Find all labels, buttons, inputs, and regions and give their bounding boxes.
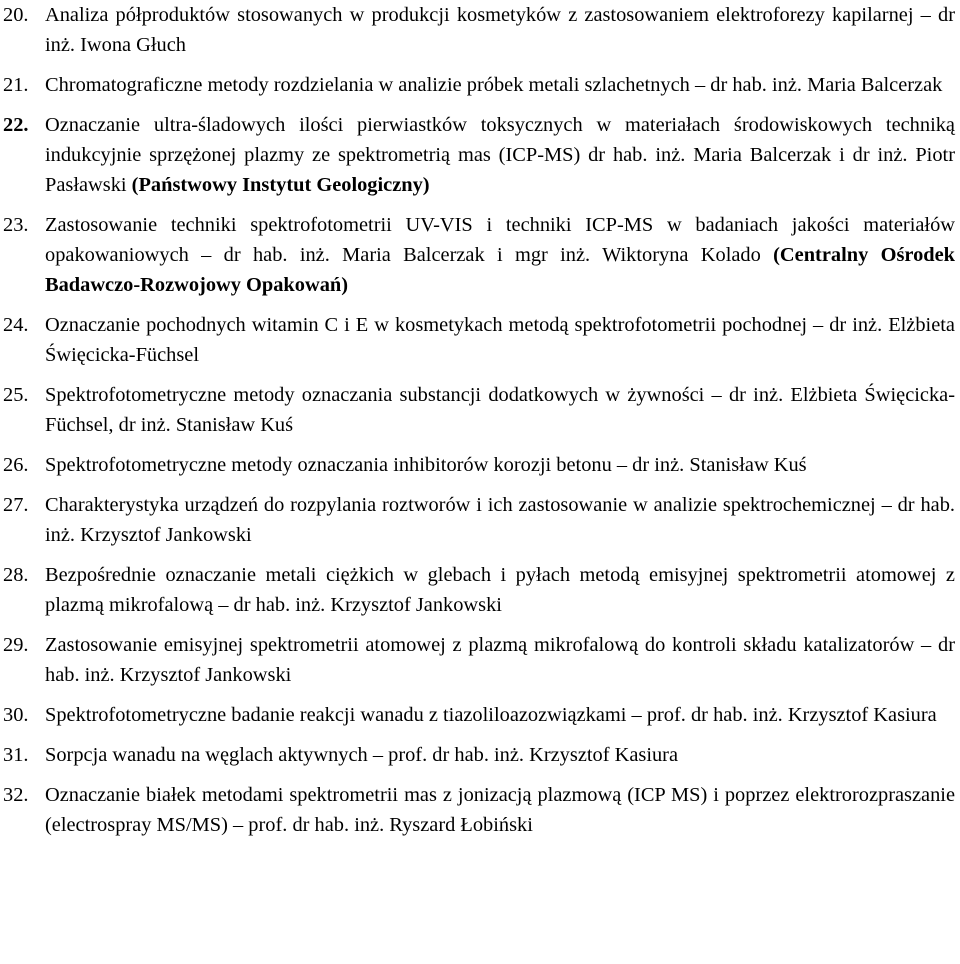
item-text: Analiza półproduktów stosowanych w produkcji kosmetyków z zastosowaniem elektroforezy kapilarnej – dr inż. Iwona Głuch [45, 4, 955, 56]
item-number: 31. [3, 744, 29, 766]
item-number: 22. [3, 114, 29, 136]
item-text: Charakterystyka urządzeń do rozpylania roztworów i ich zastosowanie w analizie spektrochemicznej – dr hab. inż. Krzysztof Jankowski [45, 494, 955, 546]
item-text: Zastosowanie techniki spektrofotometrii UV-VIS i techniki ICP-MS w badaniach jakości materiałów opakowaniowych – dr hab. inż. Maria Balcerzak i mgr inż. Wiktoryna Kolado [45, 214, 955, 266]
item-text: Chromatograficzne metody rozdzielania w analizie próbek metali szlachetnych – dr hab. inż. Maria Balcerzak [45, 74, 943, 96]
item-number: 29. [3, 634, 29, 656]
item-number: 21. [3, 74, 29, 96]
item-number: 32. [3, 784, 29, 806]
item-number: 30. [3, 704, 29, 726]
item-number: 24. [3, 314, 29, 336]
item-number: 27. [3, 494, 29, 516]
list-item [0, 70, 955, 100]
item-number: 28. [3, 564, 29, 586]
item-text: Sorpcja wanadu na węglach aktywnych – prof. dr hab. inż. Krzysztof Kasiura [45, 744, 679, 766]
list-item [0, 700, 955, 730]
item-number: 20. [3, 4, 29, 26]
list-item [0, 780, 955, 840]
list-item [0, 380, 955, 440]
item-text: Spektrofotometryczne metody oznaczania substancji dodatkowych w żywności – dr inż. Elżbieta Święcicka-Füchsel, dr inż. Stanisław Kuś [45, 384, 955, 436]
list-item [0, 740, 955, 770]
item-text: Zastosowanie emisyjnej spektrometrii atomowej z plazmą mikrofalową do kontroli składu katalizatorów – dr hab. inż. Krzysztof Jankowski [45, 634, 955, 686]
list-item [0, 630, 955, 690]
list-item [0, 450, 955, 480]
item-number: 25. [3, 384, 29, 406]
item-text: Bezpośrednie oznaczanie metali ciężkich w glebach i pyłach metodą emisyjnej spektrometrii atomowej z plazmą mikrofalową – dr hab. inż. Krzysztof Jankowski [45, 564, 955, 616]
list-item [0, 210, 955, 300]
item-text: Oznaczanie ultra-śladowych ilości pierwiastków toksycznych w materiałach środowiskowych techniką indukcyjnie sprzężonej plazmy ze spektrometrią mas (ICP-MS) dr hab. inż. Maria Balcerzak i dr inż. Piotr Pasławski [45, 114, 955, 196]
list-item [0, 110, 955, 200]
item-text: Spektrofotometryczne badanie reakcji wanadu z tiazoliloazozwiązkami – prof. dr hab. inż. Krzysztof Kasiura [45, 704, 937, 726]
item-number: 23. [3, 214, 29, 236]
item-number: 26. [3, 454, 29, 476]
list-item [0, 310, 955, 370]
list-item [0, 490, 955, 550]
list-item [0, 0, 955, 60]
item-text: Oznaczanie białek metodami spektrometrii mas z jonizacją plazmową (ICP MS) i poprzez elektrorozpraszanie (electrospray MS/MS) – prof. dr hab. inż. Ryszard Łobiński [45, 784, 955, 836]
item-affiliation: (Państwowy Instytut Geologiczny) [131, 174, 430, 196]
list-item [0, 560, 955, 620]
item-text: Spektrofotometryczne metody oznaczania inhibitorów korozji betonu – dr inż. Stanisław Kuś [45, 454, 807, 476]
item-text: Oznaczanie pochodnych witamin C i E w kosmetykach metodą spektrofotometrii pochodnej – dr inż. Elżbieta Święcicka-Füchsel [45, 314, 955, 366]
item-affiliation: (Centralny Ośrodek Badawczo-Rozwojowy Opakowań) [45, 244, 955, 296]
